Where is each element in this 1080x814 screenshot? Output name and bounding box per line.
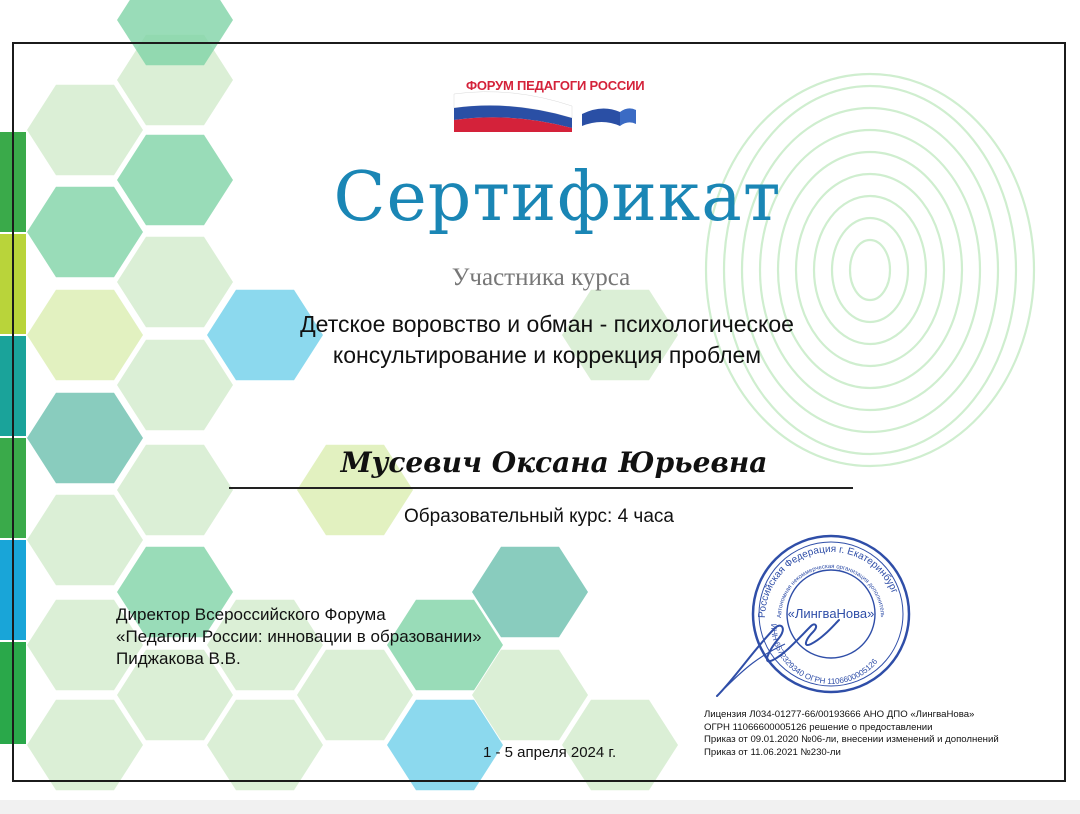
stamp-inner-ring-text: Автономная некоммерческая организация дополнитель <box>776 563 886 619</box>
recipient-name: Мусевич Оксана Юрьевна <box>340 446 768 479</box>
license-line: Лицензия Л034-01277-66/00193666 АНО ДПО «ЛингваНова» <box>704 709 975 720</box>
license-line: Приказ от 11.06.2021 №230-ли <box>704 746 841 758</box>
stamp-bottom-text: ИНН 6672329340 ОГРН 1106600005126 <box>768 623 880 687</box>
course-title-line: консультирование и коррекция проблем <box>332 342 762 368</box>
course-hours: Образовательный курс: 4 часа <box>404 506 674 527</box>
course-date: 1 - 5 апреля 2024 г. <box>483 744 617 761</box>
license-line: Приказ от 09.01.2020 №06-ли, внесении изменений и дополнений <box>704 734 999 745</box>
director-name: Пиджакова В.В. <box>116 649 241 668</box>
certificate-border <box>12 42 1066 782</box>
stamp-center-text: «ЛингваНова» <box>787 606 875 621</box>
course-title-line: Детское воровство и обман - психологическое <box>300 311 794 337</box>
certificate-title: Сертификат <box>333 158 782 237</box>
certificate-subtitle: Участника курса <box>451 264 631 291</box>
stamp-ring-text: Российская Федерация г. Екатеринбург <box>756 543 900 619</box>
logo-text: ФОРУМ ПЕДАГОГИ РОССИИ <box>466 78 645 93</box>
license-line: ОГРН 11066600005126 решение о предоставлении <box>704 721 933 733</box>
director-organization: «Педагоги России: инновации в образовании» <box>116 627 482 646</box>
director-title: Директор Всероссийского Форума <box>116 605 386 624</box>
